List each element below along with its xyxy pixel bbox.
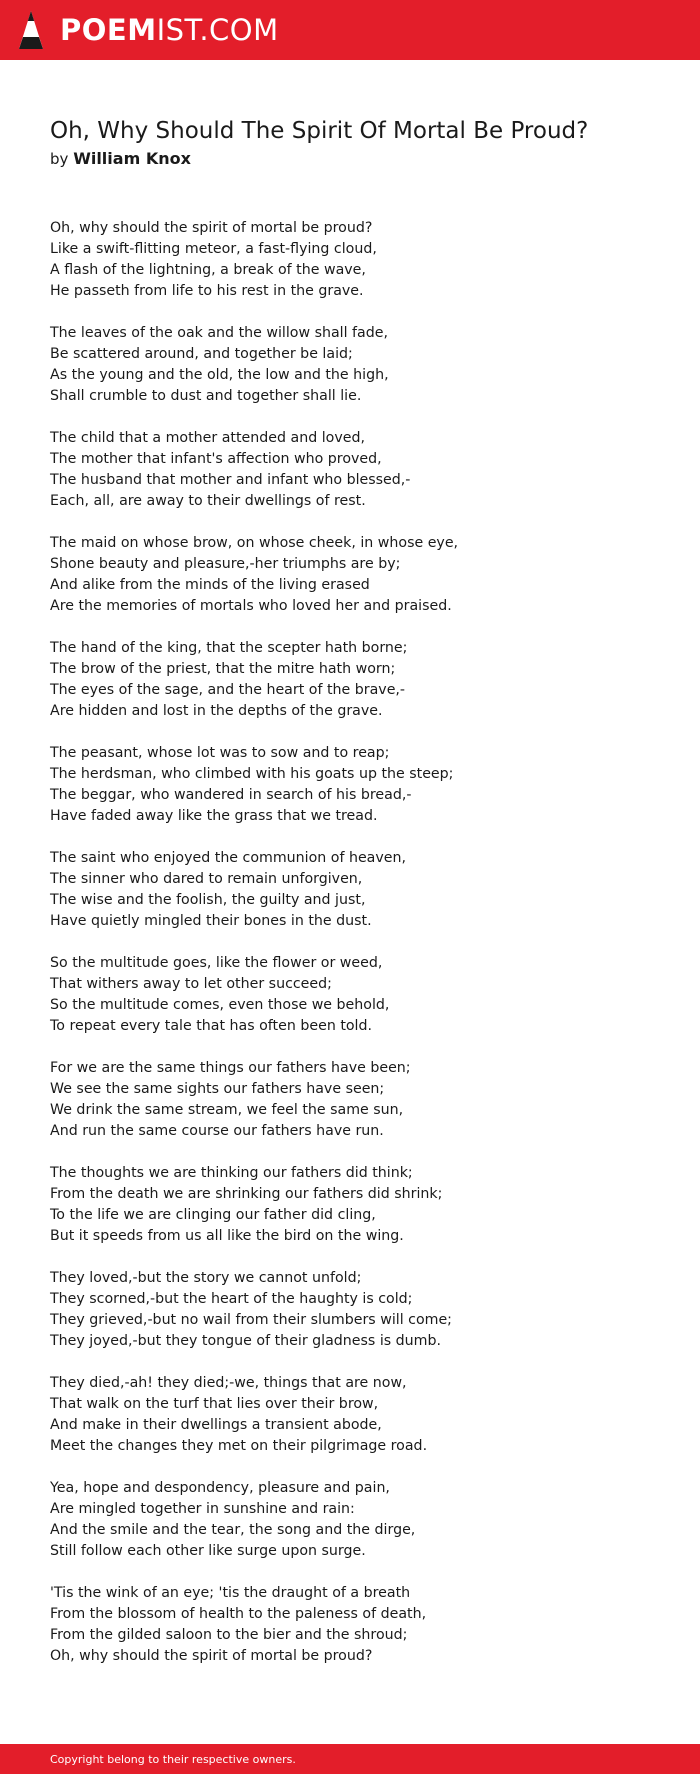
poem-line: They loved,-but the story we cannot unfold; [50,1270,362,1286]
poem-stanza [50,1583,670,1667]
poem-line: They died,-ah! they died;-we, things that are now, [50,1375,407,1391]
poem-line: But it speeds from us all like the bird on the wing. [50,1228,404,1244]
poem-line: The hand of the king, that the scepter hath borne; [50,640,408,656]
poem-stanza [50,1373,670,1457]
poem-line: The beggar, who wandered in search of his bread,- [50,787,412,803]
poem-line: They scorned,-but the heart of the haughty is cold; [50,1291,413,1307]
poem-line: The maid on whose brow, on whose cheek, in whose eye, [50,535,459,551]
poem-line: The herdsman, who climbed with his goats up the steep; [50,766,454,782]
poem-stanza [50,848,670,932]
poem-line: Oh, why should the spirit of mortal be proud? [50,1648,373,1664]
poem-line: Shall crumble to dust and together shall lie. [50,388,362,404]
poem-line: Be scattered around, and together be laid; [50,346,353,362]
author-link[interactable]: William Knox [73,149,191,168]
copyright-text: Copyright belong to their respective owners. [50,1752,296,1766]
poem-line: The eyes of the sage, and the heart of the brave,- [50,682,406,698]
poem-line: That withers away to let other succeed; [50,976,332,992]
poem-line: From the death we are shrinking our fathers did shrink; [50,1186,443,1202]
poem-line: And make in their dwellings a transient abode, [50,1417,382,1433]
poem-line: So the multitude goes, like the flower or weed, [50,955,383,971]
poem-line: The saint who enjoyed the communion of heaven, [50,850,407,866]
site-footer [0,1744,700,1774]
poem-line: We drink the same stream, we feel the same sun, [50,1102,404,1118]
poem-line: Are hidden and lost in the depths of the grave. [50,703,383,719]
poem-line: Have faded away like the grass that we tread. [50,808,378,824]
poem-line: The husband that mother and infant who blessed,- [50,472,411,488]
poem-line: Each, all, are away to their dwellings of rest. [50,493,366,509]
poem-stanza [50,953,670,1037]
poem-line: To the life we are clinging our father did cling, [50,1207,376,1223]
poem-line: Oh, why should the spirit of mortal be proud? [50,220,373,236]
poem-line: The wise and the foolish, the guilty and just, [50,892,366,908]
site-brand-name [60,12,279,47]
poem-line: As the young and the old, the low and the high, [50,367,389,383]
poem-line: They joyed,-but they tongue of their gladness is dumb. [50,1333,441,1349]
poem-line: The leaves of the oak and the willow shall fade, [50,325,388,341]
poem-line: The sinner who dared to remain unforgiven, [50,871,363,887]
poem-stanza [50,1163,670,1247]
poem-line: And alike from the minds of the living erased [50,577,370,593]
poem-line: From the gilded saloon to the bier and the shroud; [50,1627,408,1643]
poem-stanza [50,533,670,617]
poem-body [50,218,670,1688]
poem-line: The brow of the priest, that the mitre hath worn; [50,661,396,677]
poem-line: Like a swift-flitting meteor, a fast-flying cloud, [50,241,377,257]
site-header [0,0,700,60]
poem-line: Shone beauty and pleasure,-her triumphs are by; [50,556,401,572]
poem-line: That walk on the turf that lies over their brow, [50,1396,379,1412]
byline [50,148,191,170]
poem-line: To repeat every tale that has often been told. [50,1018,373,1034]
poem-stanza [50,428,670,512]
poem-line: The peasant, whose lot was to sow and to reap; [50,745,390,761]
poem-stanza [50,1478,670,1562]
pencil-icon [18,9,44,51]
poem-line: 'Tis the wink of an eye; 'tis the draught of a breath [50,1585,411,1601]
brand-bold-text: POEM [60,12,157,47]
poem-line: We see the same sights our fathers have seen; [50,1081,385,1097]
poem-line: Are the memories of mortals who loved her and praised. [50,598,452,614]
poem-line: And run the same course our fathers have run. [50,1123,384,1139]
poem-line: The child that a mother attended and loved, [50,430,365,446]
poem-stanza [50,743,670,827]
poem-line: From the blossom of health to the paleness of death, [50,1606,427,1622]
brand-light-text: IST.COM [156,12,279,47]
poem-line: A flash of the lightning, a break of the wave, [50,262,366,278]
poem-stanza [50,218,670,302]
poem-line: Are mingled together in sunshine and rain: [50,1501,355,1517]
poem-stanza [50,1058,670,1142]
poem-stanza [50,1268,670,1352]
poem-line: And the smile and the tear, the song and the dirge, [50,1522,416,1538]
poem-line: Still follow each other like surge upon surge. [50,1543,366,1559]
poem-stanza [50,638,670,722]
poem-stanza [50,323,670,407]
poem-line: Have quietly mingled their bones in the dust. [50,913,372,929]
poem-title: Oh, Why Should The Spirit Of Mortal Be Proud? [50,118,589,144]
poem-line: The thoughts we are thinking our fathers did think; [50,1165,413,1181]
poem-line: The mother that infant's affection who proved, [50,451,382,467]
site-logo-link[interactable] [18,9,279,51]
poem-line: Yea, hope and despondency, pleasure and pain, [50,1480,390,1496]
poem-line: So the multitude comes, even those we behold, [50,997,390,1013]
poem-line: For we are the same things our fathers have been; [50,1060,411,1076]
poem-line: They grieved,-but no wail from their slumbers will come; [50,1312,452,1328]
poem-line: Meet the changes they met on their pilgrimage road. [50,1438,428,1454]
poem-line: He passeth from life to his rest in the grave. [50,283,364,299]
by-label: by [50,150,69,168]
